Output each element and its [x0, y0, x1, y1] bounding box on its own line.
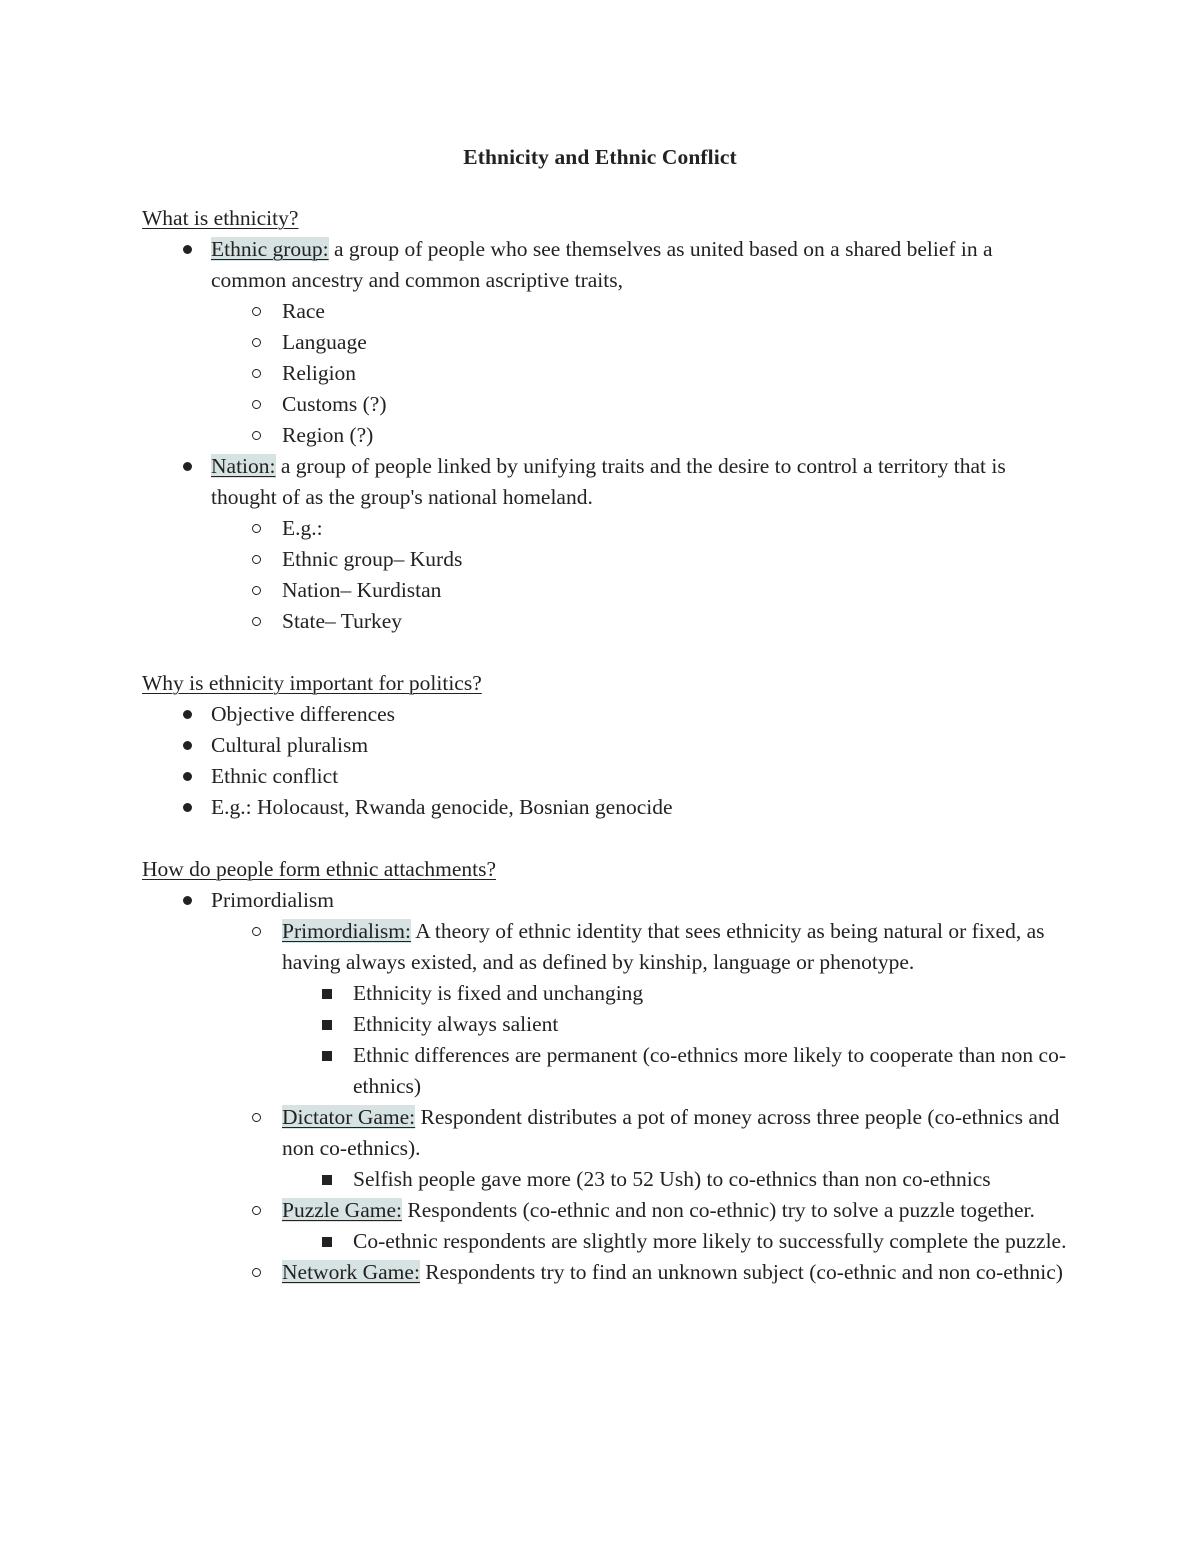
bullet-circle: [246, 420, 266, 451]
list-item-dictator-game: [142, 1102, 1072, 1164]
bullet-circle: [246, 1257, 266, 1288]
list-item-point: [142, 1009, 1072, 1040]
bullet-circle: [246, 327, 266, 358]
point-text: Co-ethnic respondents are slightly more likely to successfully complete the puzzle.: [353, 1229, 1067, 1253]
bullet-circle: [246, 575, 266, 606]
list-item-trait: [142, 296, 1072, 327]
definition-dictator-game: Respondent distributes a pot of money across three people (co-ethnics and non co-ethnics).: [282, 1105, 1060, 1160]
list-item-ethnic-group: [142, 234, 1072, 296]
example-text: State– Turkey: [282, 609, 403, 633]
bullet-square: [317, 1226, 337, 1257]
list-item-puzzle-game: [142, 1195, 1072, 1226]
term-nation: Nation:: [211, 454, 276, 478]
list-item: [142, 792, 1072, 823]
example-text: Ethnic group– Kurds: [282, 547, 463, 571]
trait-text: Region (?): [282, 423, 374, 447]
list-item: [142, 699, 1072, 730]
example-text: E.g.:: [282, 516, 323, 540]
list-item-text: E.g.: Holocaust, Rwanda genocide, Bosnian genocide: [211, 795, 673, 819]
bullet-disc: [177, 730, 197, 761]
list-item-example: [142, 575, 1072, 606]
trait-text: Race: [282, 299, 325, 323]
bullet-disc: [177, 885, 197, 916]
definition-primordialism: A theory of ethnic identity that sees ethnicity as being natural or fixed, as having always existed, and as defined by kinship, language or phenotype.: [282, 919, 1045, 974]
term-ethnic-group: Ethnic group:: [211, 237, 329, 261]
list-item-example: [142, 544, 1072, 575]
bullet-disc: [177, 234, 197, 265]
paragraph-spacer: [142, 637, 1072, 668]
bullet-disc: [177, 699, 197, 730]
bullet-square: [317, 978, 337, 1009]
bullet-circle: [246, 606, 266, 637]
list-item-trait: [142, 358, 1072, 389]
term-network-game: Network Game:: [282, 1260, 420, 1284]
section-heading-what-is-ethnicity: What is ethnicity?: [142, 206, 299, 230]
bullet-circle: [246, 513, 266, 544]
point-text: Ethnicity is fixed and unchanging: [353, 981, 644, 1005]
term-puzzle-game: Puzzle Game:: [282, 1198, 402, 1222]
bullet-circle: [246, 296, 266, 327]
list-item-text: Primordialism: [211, 888, 335, 912]
point-text: Ethnicity always salient: [353, 1012, 559, 1036]
list-item-network-game: [142, 1257, 1072, 1288]
point-text: Selfish people gave more (23 to 52 Ush) to co-ethnics than non co-ethnics: [353, 1167, 991, 1191]
bullet-circle: [246, 358, 266, 389]
definition-ethnic-group: a group of people who see themselves as united based on a shared belief in a common ancestry and common ascriptive traits,: [211, 237, 993, 292]
document-body: [142, 203, 1072, 1288]
term-dictator-game: Dictator Game:: [282, 1105, 416, 1129]
paragraph-spacer: [142, 823, 1072, 854]
definition-puzzle-game: Respondents (co-ethnic and non co-ethnic) try to solve a puzzle together.: [402, 1198, 1035, 1222]
list-item-text: Cultural pluralism: [211, 733, 369, 757]
section-heading-why-important: Why is ethnicity important for politics?: [142, 671, 482, 695]
section-heading-ethnic-attachments: How do people form ethnic attachments?: [142, 857, 497, 881]
bullet-circle: [246, 1102, 266, 1133]
example-text: Nation– Kurdistan: [282, 578, 442, 602]
definition-network-game: Respondents try to find an unknown subject (co-ethnic and non co-ethnic): [419, 1260, 1063, 1284]
bullet-disc: [177, 761, 197, 792]
trait-text: Language: [282, 330, 367, 354]
list-item: [142, 730, 1072, 761]
list-item-text: Objective differences: [211, 702, 396, 726]
list-item-point: [142, 1226, 1072, 1257]
list-item-point: [142, 978, 1072, 1009]
trait-text: Religion: [282, 361, 357, 385]
list-item-point: [142, 1040, 1072, 1102]
list-item-trait: [142, 389, 1072, 420]
bullet-circle: [246, 544, 266, 575]
term-primordialism: Primordialism:: [282, 919, 411, 943]
bullet-circle: [246, 389, 266, 420]
bullet-disc: [177, 451, 197, 482]
list-item-primordialism-definition: [142, 916, 1072, 978]
bullet-disc: [177, 792, 197, 823]
list-item-example: [142, 513, 1072, 544]
bullet-square: [317, 1009, 337, 1040]
bullet-circle: [246, 1195, 266, 1226]
point-text: Ethnic differences are permanent (co-ethnics more likely to cooperate than non co-ethnics): [353, 1043, 1066, 1098]
list-item-primordialism: [142, 885, 1072, 916]
trait-text: Customs (?): [282, 392, 387, 416]
bullet-square: [317, 1040, 337, 1071]
list-item-point: [142, 1164, 1072, 1195]
document-title: Ethnicity and Ethnic Conflict: [463, 145, 737, 169]
list-item-trait: [142, 420, 1072, 451]
list-item-nation: [142, 451, 1072, 513]
definition-nation: a group of people linked by unifying traits and the desire to control a territory that is thought of as the group's national homeland.: [211, 454, 1006, 509]
bullet-square: [317, 1164, 337, 1195]
list-item-trait: [142, 327, 1072, 358]
list-item-text: Ethnic conflict: [211, 764, 339, 788]
bullet-circle: [246, 916, 266, 947]
list-item: [142, 761, 1072, 792]
list-item-example: [142, 606, 1072, 637]
